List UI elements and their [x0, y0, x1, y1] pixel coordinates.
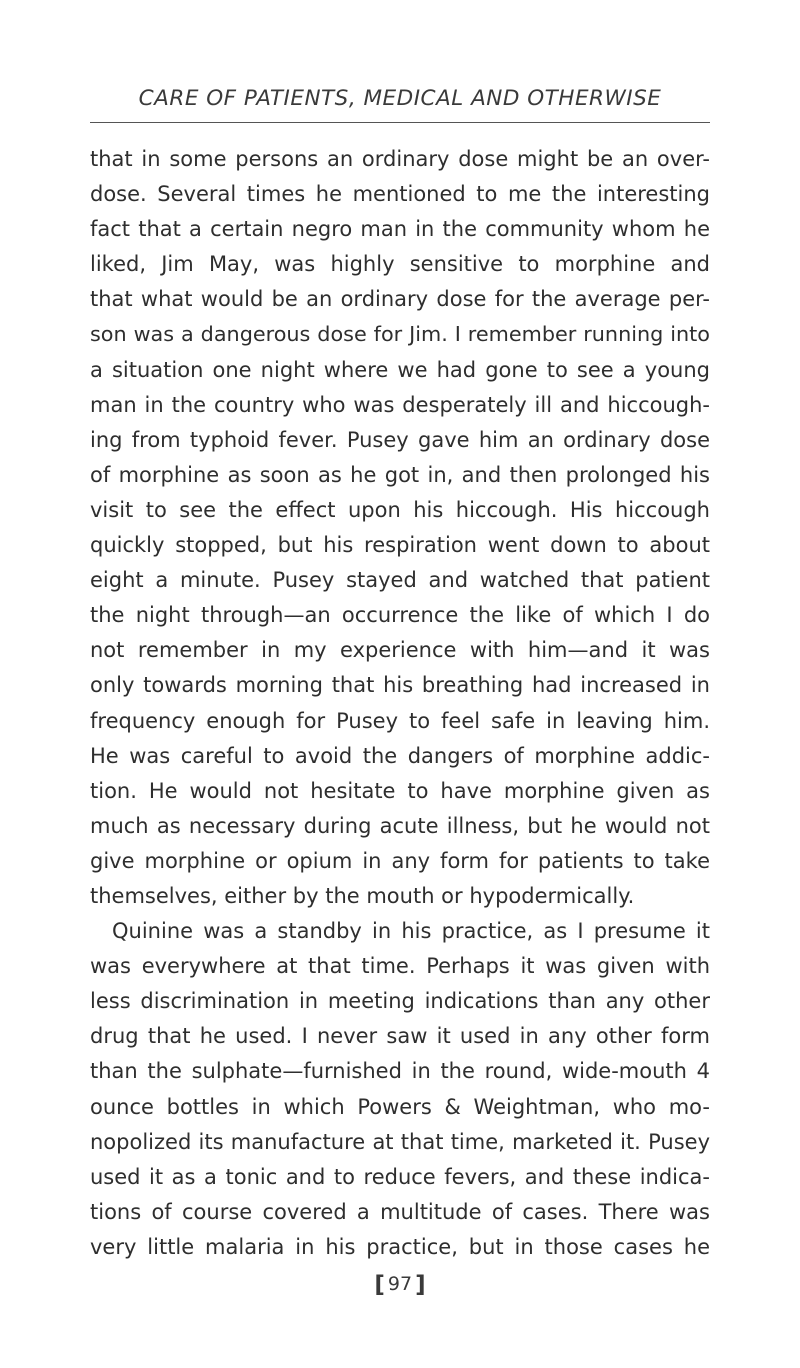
text-line: that what would be an ordinary dose for the average per- — [90, 287, 710, 312]
text-line: ounce bottles in which Powers & Weightman, who mo- — [90, 1094, 710, 1119]
text-line: themselves, either by the mouth or hypodermically. — [90, 883, 635, 908]
text-line: ing from typhoid fever. Pusey gave him an ordinary dose — [90, 427, 710, 452]
text-line: used it as a tonic and to reduce fevers, and these indica- — [90, 1164, 710, 1189]
text-line: Quinine was a standby in his practice, as I presume it — [112, 919, 710, 944]
text-line: tions of course covered a multitude of cases. There was — [90, 1199, 710, 1224]
left-bracket-ornament: [ — [374, 1272, 385, 1298]
text-line: visit to see the effect upon his hiccough. His hiccough — [90, 497, 710, 522]
text-line: man in the country who was desperately ill and hiccough- — [90, 392, 710, 417]
text-line: drug that he used. I never saw it used in any other form — [90, 1024, 710, 1049]
text-line: less discrimination in meeting indications than any other — [90, 989, 710, 1014]
text-line: than the sulphate—furnished in the round, wide-mouth 4 — [90, 1059, 710, 1084]
header-rule — [90, 122, 710, 123]
text-line: eight a minute. Pusey stayed and watched that patient — [90, 568, 710, 593]
text-line: a situation one night where we had gone to see a young — [90, 357, 710, 382]
text-line: of morphine as soon as he got in, and then prolonged his — [90, 462, 710, 487]
text-line: He was careful to avoid the dangers of morphine addic- — [90, 743, 710, 768]
text-line: was everywhere at that time. Perhaps it was given with — [90, 954, 710, 979]
text-line: that in some persons an ordinary dose might be an over- — [90, 147, 710, 171]
body-text — [90, 142, 710, 1265]
text-line: not remember in my experience with him—and it was — [90, 638, 710, 663]
text-line: quickly stopped, but his respiration went down to about — [90, 533, 710, 558]
right-bracket-ornament: ] — [415, 1272, 426, 1298]
text-line: much as necessary during acute illness, but he would not — [90, 813, 710, 838]
text-line: only towards morning that his breathing had increased in — [90, 673, 710, 698]
text-line: dose. Several times he mentioned to me the interesting — [90, 182, 710, 207]
text-line: fact that a certain negro man in the community whom he — [90, 217, 710, 242]
text-line: very little malaria in his practice, but in those cases he — [90, 1234, 710, 1259]
running-head: CARE OF PATIENTS, MEDICAL AND OTHERWISE — [138, 86, 662, 111]
text-line: son was a dangerous dose for Jim. I remember running into — [90, 322, 710, 347]
page-number-value: 97 — [387, 1273, 413, 1295]
page-number — [0, 1272, 800, 1298]
text-line: liked, Jim May, was highly sensitive to morphine and — [90, 252, 710, 277]
text-line: frequency enough for Pusey to feel safe in leaving him. — [90, 708, 710, 733]
text-line: nopolized its manufacture at that time, marketed it. Pusey — [90, 1129, 710, 1154]
text-line: tion. He would not hesitate to have morphine given as — [90, 778, 710, 803]
text-line: the night through—an occurrence the like of which I do — [90, 603, 710, 628]
text-line: give morphine or opium in any form for patients to take — [90, 848, 710, 873]
